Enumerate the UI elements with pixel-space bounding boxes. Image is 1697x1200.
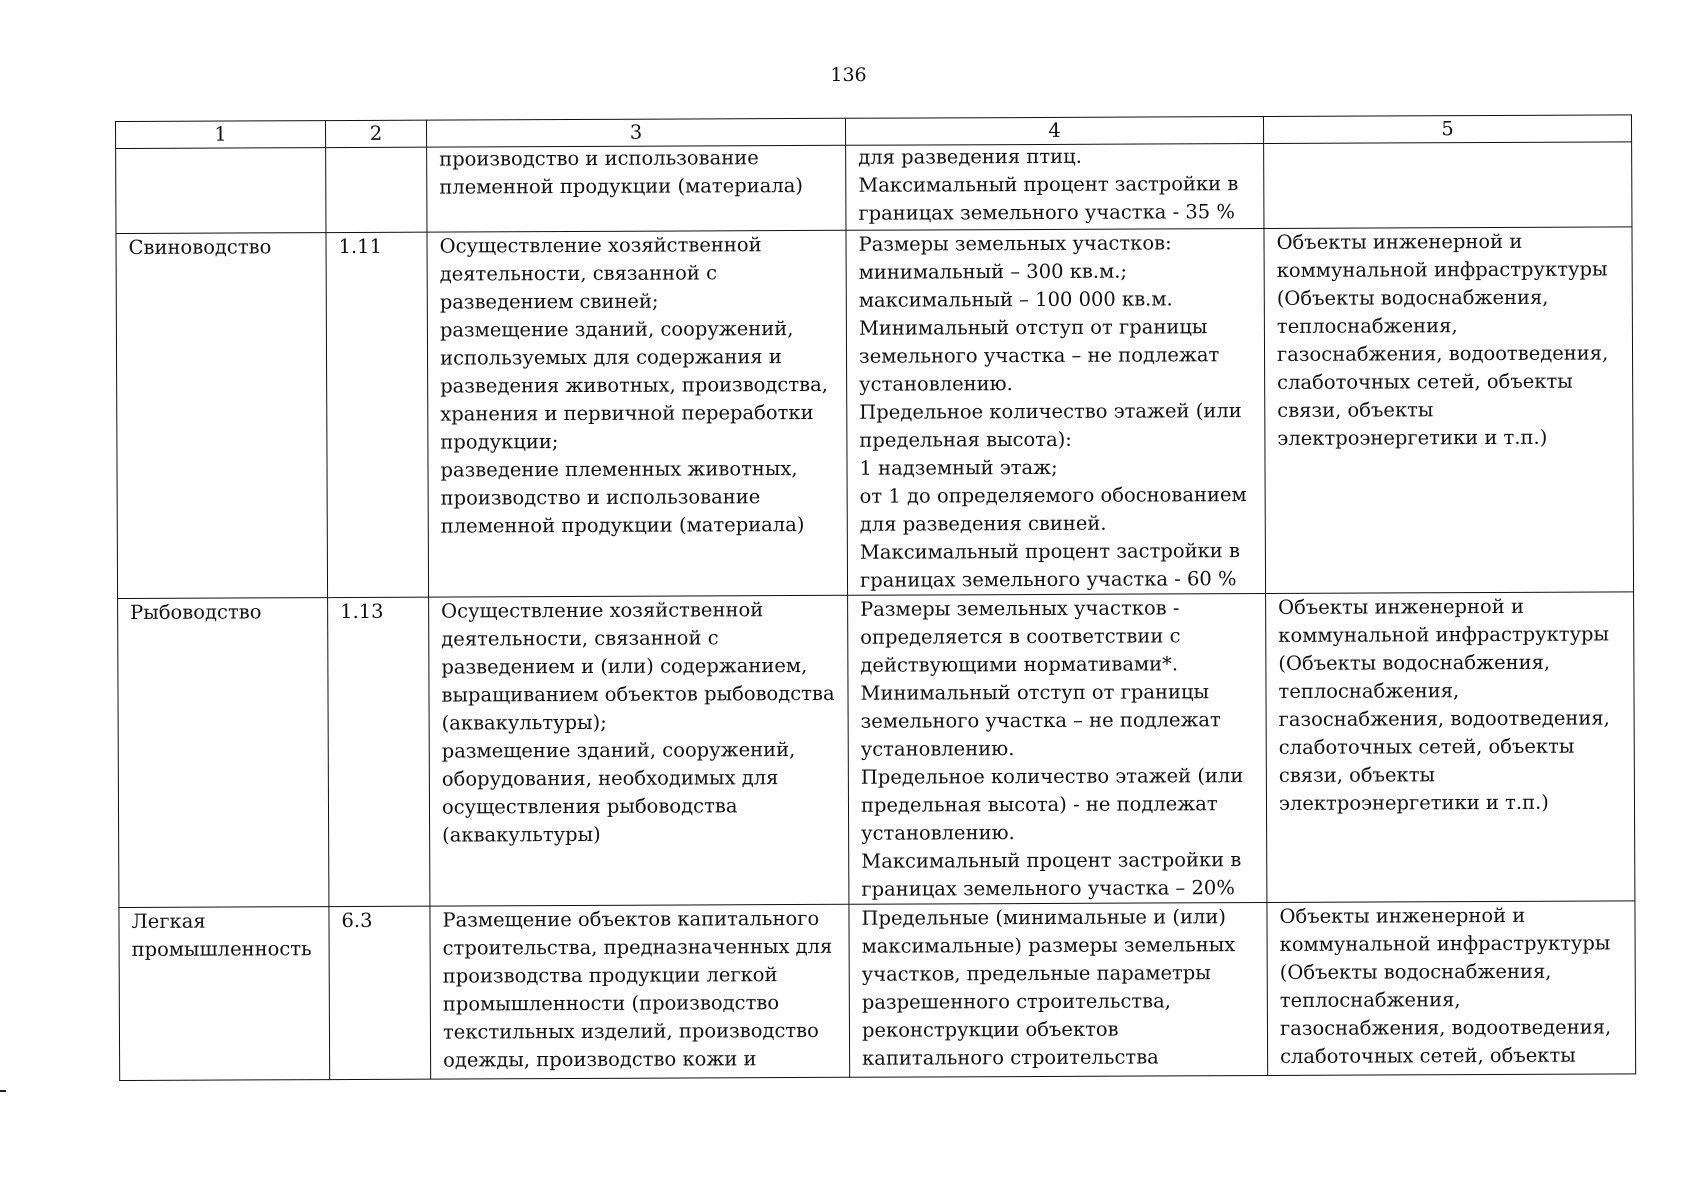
cell-text-line: строительства, предназначенных для [442, 934, 833, 960]
cell-text-line: разведением свиней; [439, 289, 659, 314]
table-row [119, 901, 1636, 1081]
cell-text-line: связи, объекты [1278, 763, 1436, 787]
cell-text-line: земельного участка – не подлежат [858, 343, 1220, 368]
cell-text-line: деятельности, связанной с [439, 261, 718, 286]
cell-text-line: действующими нормативами*. [860, 652, 1179, 677]
parameters-cell [849, 902, 1268, 1077]
cell-text-line: теплоснабжения, [1278, 679, 1460, 703]
cell-text-line: слаботочных сетей, объекты [1278, 734, 1575, 759]
cell-text-line: производство и использование [439, 146, 759, 171]
cell-text-line: разрешенного строительства, [861, 989, 1172, 1014]
cell-text-line: газоснабжения, водоотведения, [1278, 706, 1610, 731]
header-cell-4: 4 [845, 116, 1263, 145]
header-cell-1: 1 [116, 121, 326, 149]
cell-text-line: (Объекты водоснабжения, [1276, 285, 1549, 310]
auxiliary-objects-cell [1267, 901, 1636, 1076]
cell-text-line: разведения животных, производства, [440, 372, 828, 398]
cell-text-line: одежды, производство кожи и [443, 1047, 757, 1072]
cell-text-line: выращиванием объектов рыбоводства [441, 681, 835, 707]
scan-edge-mark [0, 1090, 6, 1092]
table-row [116, 227, 1634, 599]
cell-text-line: текстильных изделий, производство [442, 1018, 819, 1044]
cell-text-line: Максимальный процент застройки в [859, 539, 1240, 564]
cell-text-line: максимальный – 100 000 кв.м. [858, 287, 1173, 312]
cell-text-line: разведением и (или) содержанием, [441, 653, 808, 679]
cell-text-line: Размеры земельных участков: [858, 231, 1172, 256]
cell-text-line: (Объекты водоснабжения, [1278, 650, 1551, 675]
cell-text-line: капитального строительства [862, 1045, 1159, 1070]
cell-text-line: связи, объекты [1277, 398, 1434, 422]
cell-text-line: деятельности, связанной с [441, 626, 719, 651]
cell-text-line: установлению. [861, 821, 1015, 845]
cell-text-line: границах земельного участка – 20% [861, 876, 1235, 901]
cell-text-line: продукции; [440, 430, 559, 454]
cell-text-line: коммунальной инфраструктуры [1279, 931, 1611, 956]
cell-text-line: (аквакультуры) [442, 822, 601, 847]
description-cell [427, 145, 846, 232]
cell-text-line: оборудования, необходимых для [441, 766, 779, 791]
cell-text-line: Легкая [131, 909, 206, 933]
cell-text-line: Максимальный процент застройки в [861, 848, 1242, 873]
cell-text-line: Предельные (минимальные и (или) [861, 905, 1226, 930]
cell-text-line: теплоснабжения, [1276, 314, 1458, 338]
cell-text-line: участков, предельные параметры [861, 961, 1211, 986]
auxiliary-objects-cell [1264, 142, 1632, 229]
description-cell [429, 595, 849, 906]
cell-text-line: 6.3 [341, 908, 373, 933]
cell-text-line: племенной продукции (материала) [439, 173, 803, 199]
code-cell [329, 906, 431, 1079]
cell-text-line: коммунальной инфраструктуры [1276, 257, 1608, 282]
land-use-name-cell [116, 233, 328, 599]
cell-text-line: (Объекты водоснабжения, [1279, 959, 1552, 984]
cell-text-line: хранения и первичной переработки [440, 400, 814, 426]
cell-text-line: Размещение объектов капитального [442, 906, 820, 932]
cell-text-line: Предельное количество этажей (или [859, 399, 1242, 424]
cell-text-line: производство и использование [440, 485, 761, 510]
cell-text-line: размещение зданий, сооружений, [441, 738, 796, 763]
cell-text-line: для разведения птиц. [858, 144, 1082, 169]
cell-text-line: электроэнергетики и т.п.) [1278, 790, 1549, 815]
header-cell-2: 2 [326, 120, 427, 147]
cell-text-line: Минимальный отступ от границы [860, 680, 1210, 705]
description-cell [430, 904, 850, 1079]
cell-text-line: Объекты инженерной и [1279, 903, 1526, 928]
cell-text-line: 1.11 [338, 234, 383, 259]
cell-text-line: Осуществление хозяйственной [439, 233, 762, 258]
auxiliary-objects-cell [1266, 592, 1635, 903]
page-number: 136 [830, 64, 867, 86]
header-cell-5: 5 [1263, 115, 1631, 144]
cell-text-line: от 1 до определяемого обоснованием [859, 483, 1247, 508]
cell-text-line: для разведения свиней. [859, 511, 1107, 536]
cell-text-line: максимальные) размеры земельных [861, 933, 1236, 958]
land-use-name-cell [116, 148, 326, 234]
cell-text-line: Рыбоводство [130, 600, 262, 624]
parameters-cell [846, 228, 1266, 595]
description-cell [427, 230, 848, 597]
land-use-name-cell [119, 907, 330, 1081]
cell-text-line: установлению. [860, 737, 1015, 761]
cell-text-line: предельная высота): [859, 427, 1072, 452]
code-cell [326, 232, 429, 597]
cell-text-line: слаботочных сетей, объекты [1280, 1043, 1576, 1068]
cell-text-line: газоснабжения, водоотведения, [1276, 341, 1609, 366]
cell-text-line: используемых для содержания и [439, 345, 782, 370]
cell-text-line: размещение зданий, сооружений, [439, 317, 794, 342]
land-use-name-cell [118, 598, 329, 908]
code-cell [328, 597, 430, 906]
cell-text-line: границах земельного участка - 60 % [859, 567, 1237, 592]
cell-text-line: производства продукции легкой [442, 963, 778, 988]
regulations-table [115, 114, 1636, 1081]
cell-text-line: газоснабжения, водоотведения, [1279, 1015, 1612, 1040]
cell-text-line: слаботочных сетей, объекты [1277, 369, 1573, 394]
table-row [116, 142, 1632, 234]
table-row [118, 592, 1635, 908]
cell-text-line: Свиноводство [128, 235, 272, 259]
cell-text-line: Минимальный отступ от границы [858, 315, 1208, 340]
cell-text-line: минимальный – 300 кв.м.; [858, 259, 1128, 284]
cell-text-line: промышленности (производство [442, 991, 780, 1016]
cell-text-line: Объекты инженерной и [1278, 594, 1524, 619]
parameters-cell [848, 593, 1267, 904]
cell-text-line: 1.13 [340, 599, 384, 624]
cell-text-line: предельная высота) - не подлежат [860, 792, 1218, 817]
cell-text-line: установлению. [859, 372, 1013, 396]
cell-text-line: Предельное количество этажей (или [860, 764, 1244, 789]
cell-text-line: границах земельного участка - 35 % [858, 200, 1235, 225]
cell-text-line: теплоснабжения, [1279, 988, 1461, 1012]
header-cell-3: 3 [426, 118, 845, 147]
cell-text-line: 1 надземный этаж; [859, 455, 1058, 480]
cell-text-line: Объекты инженерной и [1276, 229, 1523, 254]
auxiliary-objects-cell [1264, 227, 1634, 594]
cell-text-line: промышленность [131, 937, 312, 961]
parameters-cell [846, 143, 1264, 230]
cell-text-line: разведение племенных животных, [440, 457, 798, 482]
cell-text-line: определяется в соответствии с [860, 624, 1181, 649]
cell-text-line: коммунальной инфраструктуры [1278, 622, 1610, 647]
cell-text-line: реконструкции объектов [861, 1017, 1119, 1042]
cell-text-line: племенной продукции (материала) [440, 512, 805, 538]
cell-text-line: земельного участка – не подлежат [860, 708, 1221, 733]
cell-text-line: Размеры земельных участков - [860, 596, 1180, 621]
cell-text-line: (аквакультуры); [441, 710, 607, 735]
cell-text-line: Осуществление хозяйственной [441, 598, 764, 623]
cell-text-line: осуществления рыбоводства [441, 794, 738, 819]
cell-text-line: Максимальный процент застройки в [858, 172, 1239, 197]
cell-text-line: электроэнергетики и т.п.) [1277, 425, 1548, 450]
code-cell [326, 147, 427, 232]
